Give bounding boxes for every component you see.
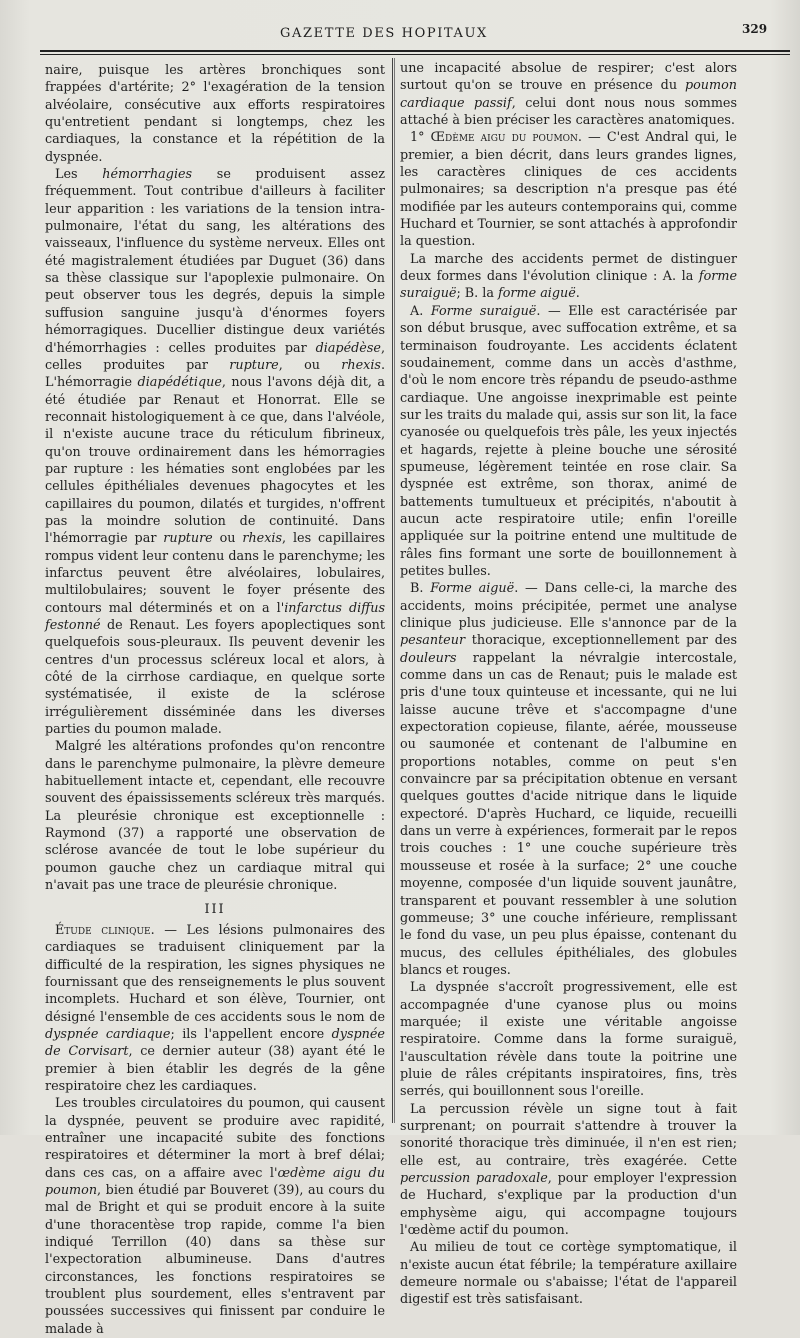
- text-run: — Les lésions pulmonaires des cardiaques se traduisent cliniquement par la difficulté de la respiration, les signes physiques ne fournissant que des renseignements le plus souvent incomplets. Huchard et son élève, Tournier, ont désigné l'ensemble de ces accidents sous le nom de: [45, 922, 385, 1025]
- italic-term: percussion paradoxale: [400, 1171, 548, 1186]
- text-run: , bien étudié par Bouveret (39), au cours du mal de Bright et qui se produit encore à la suite d'une thoracentèse trop rapide, comme l'a bien indiqué Terrillon (40) dans sa thèse sur l'expectoration albumineuse. Dans d'autres circonstances, les fonctions respiratoires se troublent plus sourdement, elles s'entravent par poussées successives qui finissent par conduire le malade à: [45, 1183, 385, 1337]
- text-run: Les: [55, 167, 103, 183]
- text-run: , celles produites par: [45, 340, 385, 373]
- text-run: rappelant la névralgie intercostale, comme dans un cas de Renaut; puis le malade est pris d'une toux quinteuse et incessante, qui ne lui laisse aucune trêve et s'accompagne d'une expectoration copieuse, filante, aérée, mousseuse ou saumonée et contenant de l'albumine en proportions notables, comme on peut s'en convaincre par sa précipitation obtenue en versant quelques gouttes d'acide nitrique dans le liquide expectoré. D'après Huchard, ce liquide, recueilli dans un verre à expériences, formerait par le repos trois couches : 1° une couche supérieure très mousseuse et rosée à la surface; 2° une couche moyenne, composée d'un liquide souvent jaunâtre, transparent et pouvant ressembler à une solution gommeuse; 3° une couche inférieure, remplissant le fond du vase, un peu plus épaisse, contenant du mucus, des cellules épithéliales, des globules blancs et rouges.: [400, 650, 737, 978]
- italic-term: forme suraiguë: [400, 269, 737, 302]
- italic-term: dyspnée de Corvisart: [45, 1026, 385, 1060]
- italic-term: rhexis: [242, 531, 283, 547]
- paragraph-troubles: [45, 1095, 385, 1338]
- right-column: [400, 60, 737, 1309]
- column-divider-secondary: [394, 58, 395, 1123]
- journal-title: GAZETTE DES HOPITAUX: [280, 26, 488, 41]
- text-run: . — Elle est caractérisée par son début brusque, avec suffocation extrême, et sa terminaison foudroyante. Les accidents éclatent soudainement, comme dans un accès d'asthme, d'où le nom encore très répandu de pseudo-asthme cardiaque. Une angoisse inexprimable est peinte sur les traits du malade qui, assis sur son lit, la face cyanosée ou quelquefois très pâle, les yeux injectés et hagards, rejette à pleine bouche une sérosité spumeuse, légèrement teintée en rose clair. Sa dyspnée est extrême, son thorax, animé de battements tumultueux et précipités, n'aboutit à aucun acte respiratoire utile; enfin l'oreille appliquée sur la poitrine entend une multitude de râles fins formant une sorte de bouillonnement à petites bulles.: [400, 303, 737, 579]
- paragraph-dyspnee: [400, 979, 737, 1100]
- italic-term: Forme aiguë: [430, 581, 515, 597]
- text-run: se produisent assez fréquemment. Tout contribue d'ailleurs à faciliter leur apparition : les variations de la tension intra-pulmonaire, l'état du sang, les altérations des vaisseaux, l'influence du système nerveux. Elles ont été magistralement étudiées par Duguet (36) dans sa thèse classique sur l'apoplexie pulmonaire. On peut observer tous les degrés, depuis la simple suffusion sanguine jusqu'à d'énormes foyers hémorragiques. Ducellier distingue deux variétés d'hémorrhagies : celles produites par: [45, 167, 386, 356]
- text-run: ou: [212, 531, 243, 547]
- text-run: — C'est Andral qui, le premier, a bien décrit, dans leurs grandes lignes, les caractères cliniques de ces accidents pulmonaires; sa description n'a presque pas été modifiée par les auteurs contemporains qui, comme Huchard et Tournier, se sont attachés à approfondir la question.: [400, 130, 737, 250]
- paragraph-forme-suraigue: [400, 303, 737, 581]
- page-header: [0, 22, 800, 52]
- paragraph-plevre: [45, 738, 385, 894]
- paragraph-etude-clinique: [45, 922, 385, 1095]
- text-run: , nous l'avons déjà dit, a été étudiée par Renaut et Honorrat. Elle se reconnait histologiquement à ce que, dans l'alvéole, il n'existe aucune trace du réticulum fibrineux, qu'on trouve ordinairement dans les hémorragies par rupture : les hématies sont englobées par les cellules épithéliales devenues phagocytes et les capillaires du poumon, dilatés et turgides, n'offrent pas la moindre solution de continuité. Dans l'hémorragie par: [45, 375, 385, 547]
- header-rule: [40, 50, 790, 52]
- paragraph-text: Malgré les altérations profondes qu'on rencontre dans le parenchyme pulmonaire, la plèvre demeure habituellement intacte et, cependant, elle recouvre souvent des épaississements scléreux très marqués. La pleurésie chronique est exceptionnelle : Raymond (37) a rapporté une observation de sclérose avancée de tout le lobe supérieur du poumon gauche chez un cardiaque mitral qui n'avait pas une trace de pleurésie chronique.: [45, 739, 385, 894]
- text-run: Les troubles circulatoires du poumon, qui causent la dyspnée, peuvent se produire avec rapidité, entraîner une incapacité subite des fonctions respiratoires et déterminer la mort à bref délai; dans ces cas, on a affaire avec l': [45, 1096, 385, 1181]
- section-number: III: [204, 901, 226, 917]
- header-rule-thin: [40, 54, 790, 55]
- italic-term: rupture: [163, 531, 213, 547]
- text-run: A.: [410, 303, 431, 319]
- italic-term: pesanteur: [400, 633, 466, 649]
- paragraph-oedeme: [400, 129, 737, 250]
- text-run: de Renaut. Les foyers apoplectiques sont quelquefois sous-pleuraux. Ils peuvent devenir les centres d'un processus scléreux local et alors, à côté de la cirrhose cardiaque, en quelque sorte systématisée, il existe de la sclérose irrégulièrement disséminée dans les diverses parties du poumon malade.: [45, 618, 385, 738]
- text-run: , celui dont nous nous sommes attaché à bien préciser les caractères anatomiques.: [400, 95, 737, 129]
- italic-term: douleurs: [400, 650, 457, 666]
- italic-term: Forme suraiguë: [430, 303, 537, 319]
- paragraph-hemorrhagies: [45, 166, 385, 738]
- left-column: [45, 62, 385, 1338]
- paragraph-febrile: [400, 1239, 737, 1308]
- text-run: , pour employer l'expression de Huchard, s'explique par la production d'un emphysème aigu, qui accompagne toujours l'œdème actif du poumon.: [400, 1171, 737, 1239]
- paragraph: [45, 62, 385, 166]
- italic-term: hémorrhagies: [102, 167, 193, 183]
- text-run: .: [575, 286, 580, 302]
- text-run: . L'hémorragie: [45, 357, 386, 391]
- italic-term: rupture: [229, 357, 279, 373]
- text-run: thoracique, exceptionnellement par des: [465, 633, 737, 649]
- text-run: La marche des accidents permet de distinguer deux formes dans l'évolution clinique : A. la: [400, 251, 737, 285]
- text-run: . — Dans celle-ci, la marche des accidents, moins précipitée, permet une analyse clinique plus judicieuse. Elle s'annonce par de la: [400, 581, 737, 631]
- text-run: ; ils l'appellent encore: [170, 1026, 332, 1042]
- paragraph-text: La dyspnée s'accroît progressivement, elle est accompagnée d'une cyanose plus ou moins marquée; il existe une véritable angoisse respiratoire. Comme dans la forme suraiguë, l'auscultation révèle dans toute la poitrine une pluie de râles crépitants inspiratoires, fins, très serrés, qui bouillonnent sous l'oreille.: [400, 980, 737, 1100]
- paragraph-text: Au milieu de tout ce cortège symptomatique, il n'existe aucun état fébrile; la température axillaire demeure normale ou s'abaisse; l'état de l'appareil digestif est très satisfaisant.: [400, 1240, 737, 1308]
- column-divider: [392, 58, 393, 1123]
- section-heading: Étude clinique.: [55, 922, 155, 938]
- italic-term: rhexis: [341, 357, 381, 373]
- paragraph-text: naire, puisque les artères bronchiques sont frappées d'artérite; 2° l'exagération de la tension alvéolaire, consécutive aux efforts respiratoires qu'entretient pendant si longtemps, chez les cardiaques, la constance et la répétition de la dyspnée.: [45, 63, 385, 165]
- text-run: une incapacité absolue de respirer; c'est alors surtout qu'on se trouve en présence du: [400, 61, 737, 94]
- subsection-heading: 1° Œdème aigu du poumon.: [410, 130, 582, 146]
- text-run: La percussion révèle un signe tout à fait surprenant; on pourrait s'attendre à trouver la sonorité thoracique très diminuée, il n'en est rien; elle est, au contraire, très exagérée. Cette: [400, 1101, 737, 1169]
- text-run: B.: [410, 581, 431, 597]
- italic-term: œdème aigu du poumon: [45, 1165, 386, 1198]
- text-run: ; B. la: [456, 286, 499, 302]
- paragraph-percussion: [400, 1101, 737, 1240]
- page-number: 329: [742, 22, 768, 36]
- text-run: , les capillaires rompus vident leur contenu dans le parenchyme; les infarctus peuvent être alvéolaires, lobulaires, multilobulaires; souvent le foyer présente des contours mal déterminés et on a l': [45, 531, 385, 616]
- paragraph-forme-aigue: [400, 580, 737, 979]
- italic-term: poumon cardiaque passif: [400, 78, 737, 111]
- italic-term: diapédèse: [315, 340, 381, 356]
- paragraph: [400, 60, 737, 129]
- italic-term: diapédétique: [137, 375, 222, 391]
- text-run: , ou: [278, 357, 342, 373]
- text-run: , ce dernier auteur (38) ayant été le premier à bien établir les degrés de la gêne respiratoire chez les cardiaques.: [45, 1044, 385, 1094]
- paragraph-marche: [400, 251, 737, 303]
- italic-term: forme aiguë: [498, 286, 576, 302]
- italic-term: dyspnée cardiaque: [45, 1026, 171, 1042]
- italic-term: infarctus diffus festonné: [45, 600, 385, 633]
